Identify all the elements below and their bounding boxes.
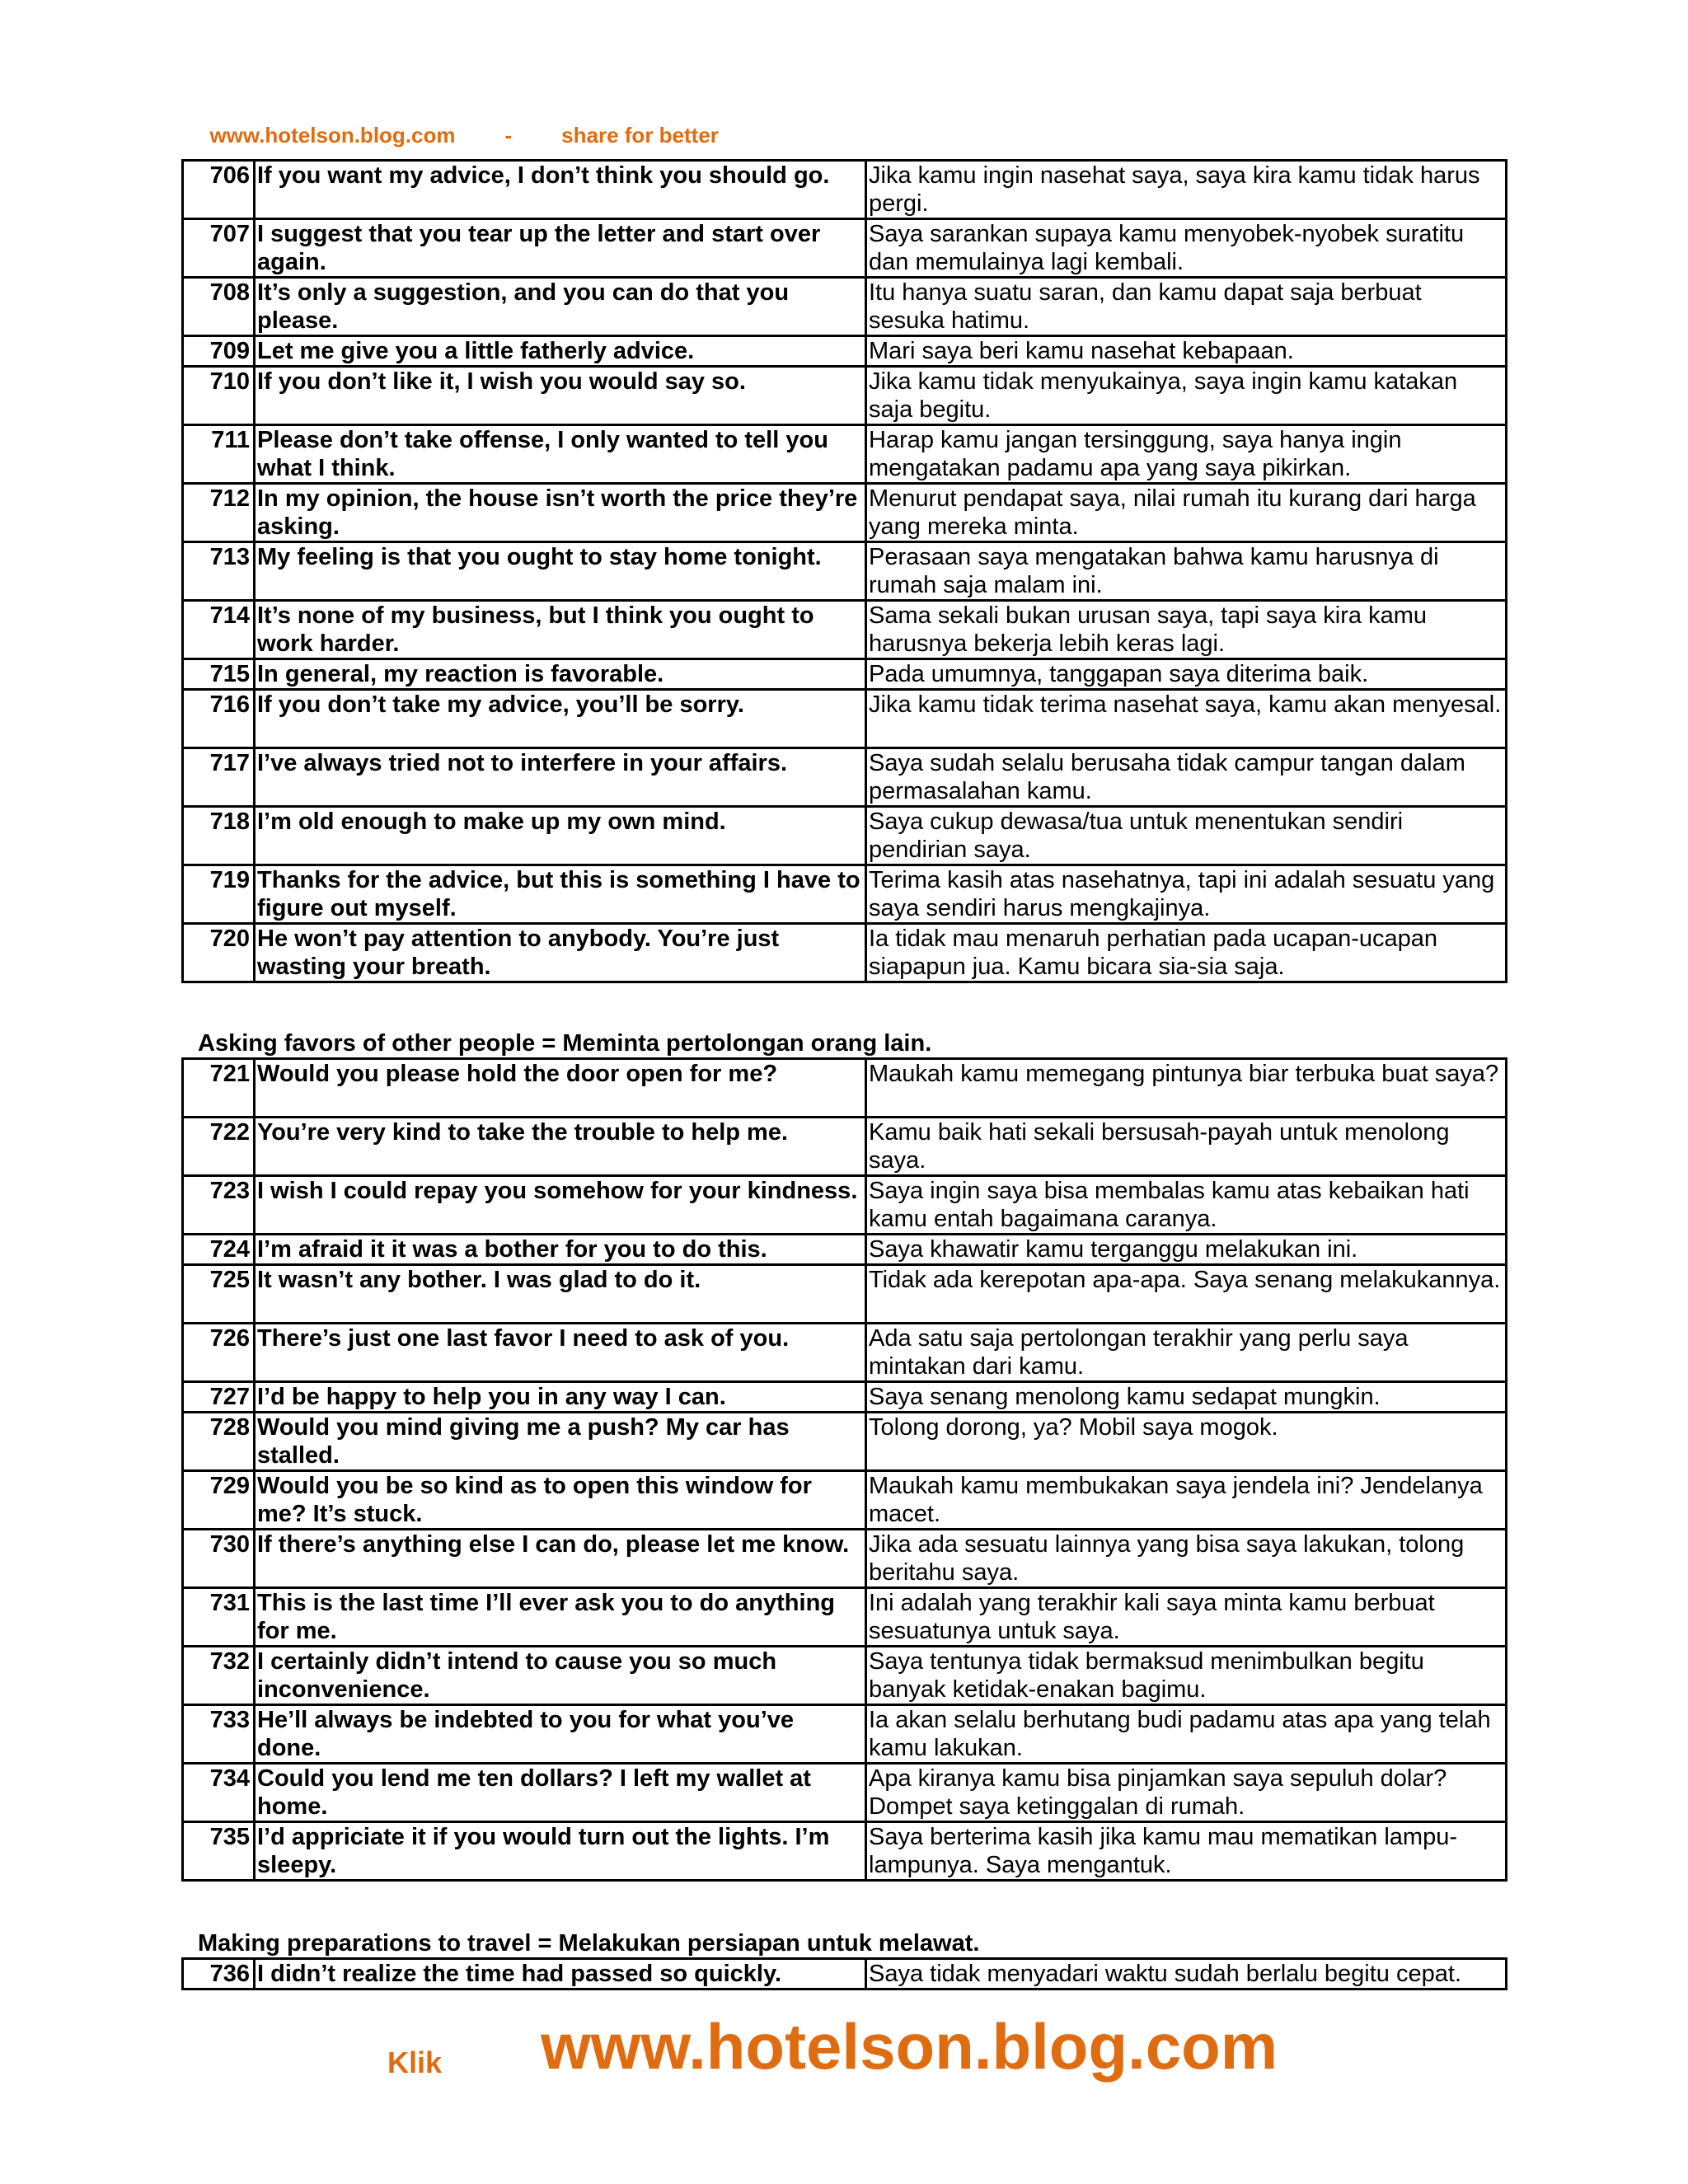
phrase-number: 728 — [183, 1413, 255, 1471]
phrase-number: 715 — [183, 659, 255, 690]
phrase-english: Let me give you a little fatherly advice. — [255, 336, 866, 367]
phrase-english: I’m old enough to make up my own mind. — [255, 807, 866, 865]
phrase-indonesian: Saya cukup dewasa/tua untuk menentukan sendiri pendirian saya. — [866, 807, 1507, 865]
phrase-row — [183, 1705, 1507, 1764]
phrase-row — [183, 1235, 1507, 1265]
phrase-indonesian: Ia akan selalu berhutang budi padamu atas apa yang telah kamu lakukan. — [866, 1705, 1507, 1764]
phrase-indonesian: Jika kamu ingin nasehat saya, saya kira kamu tidak harus pergi. — [866, 161, 1507, 219]
phrase-row — [183, 1822, 1507, 1881]
phrase-row — [183, 336, 1507, 367]
phrase-english: He won’t pay attention to anybody. You’re just wasting your breath. — [255, 924, 866, 982]
phrase-row — [183, 1118, 1507, 1176]
phrase-row — [183, 367, 1507, 425]
phrase-row — [183, 161, 1507, 219]
phrase-row — [183, 1588, 1507, 1647]
phrase-english: This is the last time I’ll ever ask you to do anything for me. — [255, 1588, 866, 1647]
phrase-row — [183, 425, 1507, 484]
phrase-row — [183, 484, 1507, 542]
phrase-indonesian: Maukah kamu memegang pintunya biar terbuka buat saya? — [866, 1059, 1507, 1118]
phrase-english: If there’s anything else I can do, please let me know. — [255, 1530, 866, 1588]
phrase-english: Would you please hold the door open for me? — [255, 1059, 866, 1118]
phrase-number: 716 — [183, 690, 255, 748]
phrase-english: Thanks for the advice, but this is something I have to figure out myself. — [255, 865, 866, 924]
footer-klik-label: Klik — [387, 2046, 443, 2079]
phrase-number: 731 — [183, 1588, 255, 1647]
phrase-number: 723 — [183, 1176, 255, 1235]
phrase-indonesian: Itu hanya suatu saran, dan kamu dapat saja berbuat sesuka hatimu. — [866, 278, 1507, 336]
phrase-row — [183, 1471, 1507, 1530]
phrase-number: 724 — [183, 1235, 255, 1265]
phrase-row — [183, 1764, 1507, 1822]
phrase-english: I certainly didn’t intend to cause you so much inconvenience. — [255, 1647, 866, 1705]
phrase-table-advice — [181, 159, 1507, 983]
phrase-number: 709 — [183, 336, 255, 367]
phrase-number: 729 — [183, 1471, 255, 1530]
phrase-number: 720 — [183, 924, 255, 982]
phrase-indonesian: Ia tidak mau menaruh perhatian pada ucapan-ucapan siapapun jua. Kamu bicara sia-sia saja. — [866, 924, 1507, 982]
phrase-english: If you don’t take my advice, you’ll be sorry. — [255, 690, 866, 748]
phrase-indonesian: Jika kamu tidak terima nasehat saya, kamu akan menyesal. — [866, 690, 1507, 748]
phrase-row — [183, 807, 1507, 865]
phrase-indonesian: Saya berterima kasih jika kamu mau mematikan lampu-lampunya. Saya mengantuk. — [866, 1822, 1507, 1881]
phrase-number: 727 — [183, 1382, 255, 1413]
phrase-indonesian: Pada umumnya, tanggapan saya diterima baik. — [866, 659, 1507, 690]
phrase-number: 734 — [183, 1764, 255, 1822]
phrase-indonesian: Mari saya beri kamu nasehat kebapaan. — [866, 336, 1507, 367]
phrase-number: 708 — [183, 278, 255, 336]
phrase-number: 712 — [183, 484, 255, 542]
phrase-indonesian: Ini adalah yang terakhir kali saya minta kamu berbuat sesuatunya untuk saya. — [866, 1588, 1507, 1647]
phrase-english: If you don’t like it, I wish you would say so. — [255, 367, 866, 425]
phrase-english: Would you be so kind as to open this window for me? It’s stuck. — [255, 1471, 866, 1530]
phrase-number: 717 — [183, 748, 255, 807]
phrase-english: I’d be happy to help you in any way I can. — [255, 1382, 866, 1413]
phrase-indonesian: Harap kamu jangan tersinggung, saya hanya ingin mengatakan padamu apa yang saya pikirkan. — [866, 425, 1507, 484]
phrase-row — [183, 1382, 1507, 1413]
phrase-english: I’m afraid it it was a bother for you to do this. — [255, 1235, 866, 1265]
phrase-indonesian: Saya tentunya tidak bermaksud menimbulkan begitu banyak ketidak-enakan bagimu. — [866, 1647, 1507, 1705]
phrase-row — [183, 865, 1507, 924]
phrase-indonesian: Saya khawatir kamu terganggu melakukan ini. — [866, 1235, 1507, 1265]
phrase-indonesian: Maukah kamu membukakan saya jendela ini? Jendelanya macet. — [866, 1471, 1507, 1530]
phrase-row — [183, 1413, 1507, 1471]
phrase-english: If you want my advice, I don’t think you should go. — [255, 161, 866, 219]
phrase-english: I’ve always tried not to interfere in your affairs. — [255, 748, 866, 807]
phrase-indonesian: Apa kiranya kamu bisa pinjamkan saya sepuluh dolar? Dompet saya ketinggalan di rumah. — [866, 1764, 1507, 1822]
phrase-row — [183, 690, 1507, 748]
phrase-indonesian: Saya sarankan supaya kamu menyobek-nyobek suratitu dan memulainya lagi kembali. — [866, 219, 1507, 278]
phrase-english: I’d appriciate it if you would turn out the lights. I’m sleepy. — [255, 1822, 866, 1881]
phrase-number: 714 — [183, 601, 255, 659]
phrase-row — [183, 278, 1507, 336]
phrase-english: It’s none of my business, but I think you ought to work harder. — [255, 601, 866, 659]
phrase-indonesian: Terima kasih atas nasehatnya, tapi ini adalah sesuatu yang saya sendiri harus mengkajinya. — [866, 865, 1507, 924]
footer-site-link[interactable]: www.hotelson.blog.com — [541, 2010, 1278, 2083]
phrase-english: Would you mind giving me a push? My car has stalled. — [255, 1413, 866, 1471]
phrase-english: You’re very kind to take the trouble to help me. — [255, 1118, 866, 1176]
phrase-row — [183, 1265, 1507, 1324]
phrase-english: It wasn’t any bother. I was glad to do it. — [255, 1265, 866, 1324]
phrase-indonesian: Menurut pendapat saya, nilai rumah itu kurang dari harga yang mereka minta. — [866, 484, 1507, 542]
phrase-number: 722 — [183, 1118, 255, 1176]
phrase-english: Could you lend me ten dollars? I left my wallet at home. — [255, 1764, 866, 1822]
phrase-number: 732 — [183, 1647, 255, 1705]
phrase-row — [183, 219, 1507, 278]
phrase-number: 733 — [183, 1705, 255, 1764]
phrase-indonesian: Sama sekali bukan urusan saya, tapi saya kira kamu harusnya bekerja lebih keras lagi. — [866, 601, 1507, 659]
page-header — [198, 97, 719, 148]
phrase-english: It’s only a suggestion, and you can do that you please. — [255, 278, 866, 336]
phrase-number: 725 — [183, 1265, 255, 1324]
phrase-indonesian: Kamu baik hati sekali bersusah-payah untuk menolong saya. — [866, 1118, 1507, 1176]
phrase-row — [183, 659, 1507, 690]
phrase-indonesian: Jika ada sesuatu lainnya yang bisa saya lakukan, tolong beritahu saya. — [866, 1530, 1507, 1588]
phrase-number: 713 — [183, 542, 255, 601]
header-separator: - — [504, 123, 513, 148]
phrase-indonesian: Ada satu saja pertolongan terakhir yang perlu saya mintakan dari kamu. — [866, 1324, 1507, 1382]
phrase-row — [183, 924, 1507, 982]
phrase-indonesian: Tidak ada kerepotan apa-apa. Saya senang melakukannya. — [866, 1265, 1507, 1324]
phrase-indonesian: Saya senang menolong kamu sedapat mungkin. — [866, 1382, 1507, 1413]
phrase-number: 718 — [183, 807, 255, 865]
phrase-number: 706 — [183, 161, 255, 219]
phrase-number: 721 — [183, 1059, 255, 1118]
phrase-indonesian: Perasaan saya mengatakan bahwa kamu harusnya di rumah saja malam ini. — [866, 542, 1507, 601]
header-tagline: share for better — [561, 123, 719, 148]
phrase-row — [183, 1176, 1507, 1235]
phrase-number: 730 — [183, 1530, 255, 1588]
phrase-row — [183, 1647, 1507, 1705]
phrase-number: 707 — [183, 219, 255, 278]
phrase-english: In my opinion, the house isn’t worth the price they’re asking. — [255, 484, 866, 542]
phrase-row — [183, 601, 1507, 659]
phrase-english: I didn’t realize the time had passed so quickly. — [255, 1959, 866, 1990]
phrase-table-favors — [181, 1057, 1507, 1882]
phrase-row — [183, 748, 1507, 807]
phrase-english: He’ll always be indebted to you for what you’ve done. — [255, 1705, 866, 1764]
section-title-favors: Asking favors of other people = Meminta pertolongan orang lain. — [198, 1030, 932, 1057]
phrase-number: 719 — [183, 865, 255, 924]
phrase-row — [183, 1530, 1507, 1588]
phrase-indonesian: Saya sudah selalu berusaha tidak campur tangan dalam permasalahan kamu. — [866, 748, 1507, 807]
phrase-indonesian: Jika kamu tidak menyukainya, saya ingin kamu katakan saja begitu. — [866, 367, 1507, 425]
phrase-table-travel — [181, 1957, 1507, 1990]
section-title-travel: Making preparations to travel = Melakukan persiapan untuk melawat. — [198, 1930, 980, 1957]
phrase-indonesian: Saya tidak menyadari waktu sudah berlalu begitu cepat. — [866, 1959, 1507, 1990]
phrase-indonesian: Tolong dorong, ya? Mobil saya mogok. — [866, 1413, 1507, 1471]
phrase-number: 711 — [183, 425, 255, 484]
phrase-english: I wish I could repay you somehow for your kindness. — [255, 1176, 866, 1235]
phrase-english: My feeling is that you ought to stay home tonight. — [255, 542, 866, 601]
phrase-english: In general, my reaction is favorable. — [255, 659, 866, 690]
phrase-number: 726 — [183, 1324, 255, 1382]
phrase-number: 736 — [183, 1959, 255, 1990]
phrase-number: 735 — [183, 1822, 255, 1881]
phrase-indonesian: Saya ingin saya bisa membalas kamu atas kebaikan hati kamu entah bagaimana caranya. — [866, 1176, 1507, 1235]
header-site-link[interactable]: www.hotelson.blog.com — [209, 123, 456, 148]
phrase-english: There’s just one last favor I need to ask of you. — [255, 1324, 866, 1382]
phrase-english: I suggest that you tear up the letter and start over again. — [255, 219, 866, 278]
phrase-number: 710 — [183, 367, 255, 425]
phrase-english: Please don’t take offense, I only wanted to tell you what I think. — [255, 425, 866, 484]
phrase-row — [183, 1324, 1507, 1382]
phrase-row — [183, 1959, 1507, 1990]
phrase-row — [183, 542, 1507, 601]
phrase-row — [183, 1059, 1507, 1118]
